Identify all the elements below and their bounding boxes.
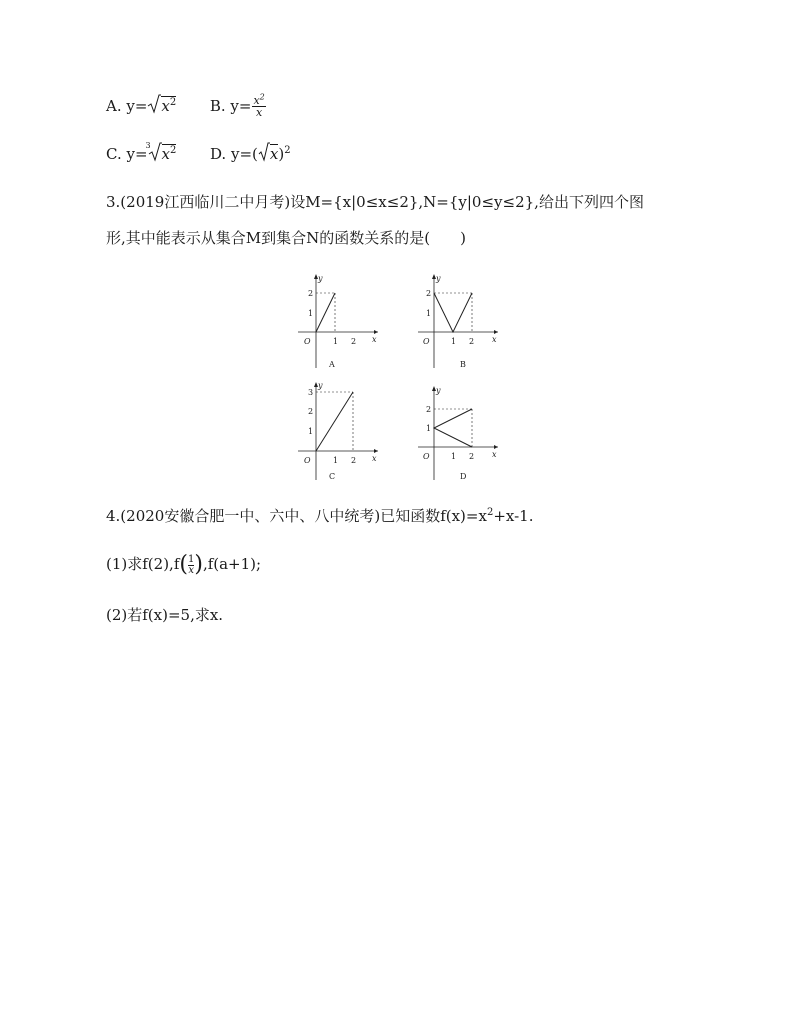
graph-b-axis-y: y xyxy=(436,274,441,283)
graph-a-xtick-1: 1 xyxy=(333,337,339,346)
option-b-fraction xyxy=(252,92,265,119)
option-d xyxy=(210,145,291,163)
q4-part-2: (2)若f(x)=5,求x. xyxy=(106,606,224,624)
option-a-radicand xyxy=(161,96,176,115)
graph-d-axis-y: y xyxy=(436,386,441,395)
graph-c-axis-y: y xyxy=(318,381,323,390)
option-c-var: x xyxy=(161,144,170,163)
options-row-2 xyxy=(106,142,291,167)
option-c-exp: 2 xyxy=(170,144,177,156)
option-b-num-exp: 2 xyxy=(259,92,265,102)
option-c xyxy=(106,141,181,163)
graph-c-xtick-1: 1 xyxy=(333,456,339,465)
graph-c-ytick-2: 2 xyxy=(308,407,314,416)
graph-c-xtick-2: 2 xyxy=(351,456,357,465)
graph-a-ytick-1: 1 xyxy=(308,309,314,318)
option-b-prefix: B. y= xyxy=(209,96,252,115)
graph-b-ytick-2: 2 xyxy=(426,289,432,298)
q4-line-1-exp: 2 xyxy=(486,507,494,518)
graph-d-ytick-1: 1 xyxy=(426,424,432,433)
graph-b-ytick-1: 1 xyxy=(426,309,432,318)
graph-a-axis-y: y xyxy=(318,274,323,283)
option-b-den: x xyxy=(255,106,263,119)
graph-c-origin: O xyxy=(304,456,311,465)
graph-d-xtick-1: 1 xyxy=(451,452,457,461)
option-d-exp: 2 xyxy=(284,144,291,156)
option-a-exp: 2 xyxy=(169,96,177,108)
option-a xyxy=(106,97,181,115)
graph-a xyxy=(292,270,384,372)
graph-d xyxy=(412,380,504,484)
graph-b-xtick-2: 2 xyxy=(469,337,475,346)
option-c-prefix: C. y= xyxy=(106,144,148,163)
graph-d-axis-x: x xyxy=(492,450,497,459)
graph-c xyxy=(292,380,384,484)
option-d-prefix: D. y=( xyxy=(209,144,258,163)
graph-a-xtick-2: 2 xyxy=(351,337,357,346)
option-d-radicand: x xyxy=(269,144,279,163)
graph-b-axis-x: x xyxy=(492,335,497,344)
cube-root-wrap xyxy=(145,141,162,167)
graph-c-axis-x: x xyxy=(372,454,377,463)
graph-d-ytick-2: 2 xyxy=(426,405,432,414)
graph-b-label: B xyxy=(460,360,466,369)
q4-part-1-fraction: ( $\frac{1}{x}$ ) xyxy=(179,552,203,577)
q4-part-1-pre: (1)求f(2),f xyxy=(106,555,180,573)
graph-d-origin: O xyxy=(423,452,430,461)
graph-a-origin: O xyxy=(304,337,311,346)
q4-part-1 xyxy=(106,554,261,576)
options-row-1 xyxy=(106,94,266,119)
q4-part-1-post: ,f(a+1); xyxy=(202,555,262,573)
option-c-index: 3 xyxy=(145,141,151,150)
q4-line-1 xyxy=(106,506,533,526)
graph-b xyxy=(412,270,504,372)
graph-c-ytick-1: 1 xyxy=(308,427,314,436)
option-b xyxy=(209,92,266,119)
graph-a-label: A xyxy=(329,360,335,369)
q4-part-1-den: x xyxy=(188,564,194,576)
graph-b-xtick-1: 1 xyxy=(451,337,457,346)
graph-c-ytick-3: 3 xyxy=(308,388,314,397)
option-a-prefix: A. y= xyxy=(106,96,148,115)
graph-d-xtick-2: 2 xyxy=(469,452,475,461)
q4-line-1-post: +x-1. xyxy=(493,507,534,525)
q3-line-1: 3.(2019江西临川二中月考)设M={x|0≤x≤2},N={y|0≤y≤2},给出下列四个图 xyxy=(106,193,644,211)
option-c-radicand xyxy=(162,144,177,163)
graph-a-ytick-2: 2 xyxy=(308,289,314,298)
graph-c-label: C xyxy=(329,472,336,481)
q4-line-1-pre: 4.(2020安徽合肥一中、六中、八中统考)已知函数f(x)=x xyxy=(106,507,487,525)
sqrt-icon xyxy=(258,142,270,167)
q3-line-2: 形,其中能表示从集合M到集合N的函数关系的是( ) xyxy=(106,229,466,247)
option-a-var: x xyxy=(161,96,170,115)
option-b-num: x xyxy=(253,94,260,107)
option-d-suffix: ) xyxy=(278,144,285,163)
q4-part-1-num: 1 xyxy=(187,553,195,565)
graph-a-axis-x: x xyxy=(372,335,377,344)
graph-d-label: D xyxy=(460,472,467,481)
graph-b-origin: O xyxy=(423,337,430,346)
sqrt-icon xyxy=(147,94,161,119)
